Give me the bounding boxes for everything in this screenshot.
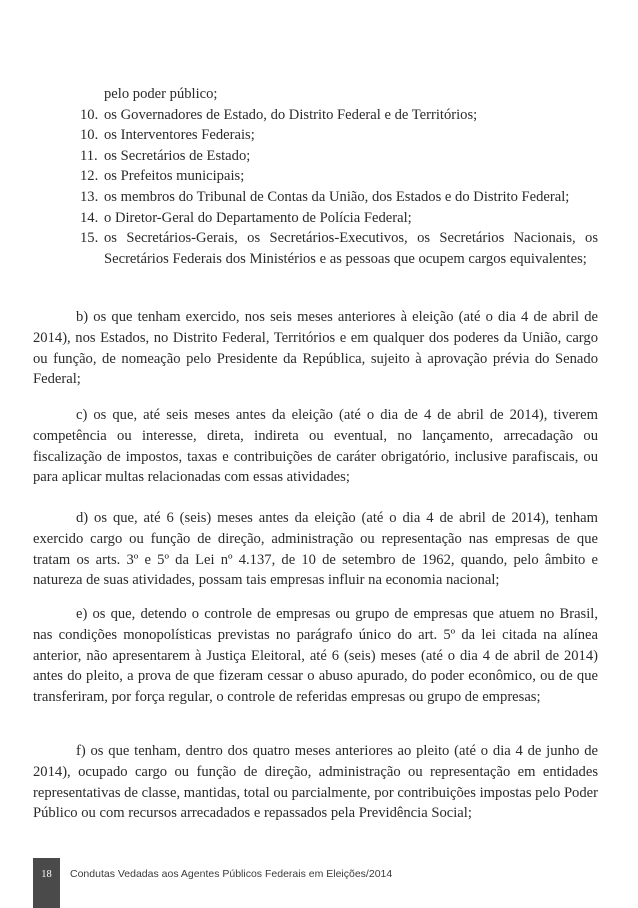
- paragraph-b: [33, 307, 598, 390]
- paragraph-b-text: b) os que tenham exercido, nos seis meses anteriores à eleição (até o dia 4 de abril de 2014), nos Estados, no Distrito Federal, Territórios e em qualquer dos poderes da União, cargo ou função, de nomeação pelo Presidente da República, sujeito à aprovação prévia do Senado Federal;: [33, 309, 598, 388]
- list-item: [80, 166, 598, 187]
- list-item-text: os membros do Tribunal de Contas da União, dos Estados e do Distrito Federal;: [104, 188, 570, 205]
- running-title: Condutas Vedadas aos Agentes Públicos Federais em Eleições/2014: [70, 868, 393, 880]
- list-item-number: 15.: [80, 230, 99, 247]
- list-item: [80, 146, 598, 167]
- list-item-text: os Secretários-Gerais, os Secretários-Executivos, os Secretários Nacionais, os Secretários Federais dos Ministérios e as pessoas que ocupem cargos equivalentes;: [104, 230, 598, 267]
- list-item-number: 14.: [80, 209, 99, 226]
- list-item: [80, 228, 598, 269]
- list-item-number: 11.: [80, 147, 98, 164]
- list-item: [80, 187, 598, 208]
- page-number: 18: [33, 858, 60, 908]
- list-item-text: o Diretor-Geral do Departamento de Polícia Federal;: [104, 209, 412, 226]
- paragraph-f: [33, 741, 598, 824]
- paragraph-c: [33, 405, 598, 488]
- page-footer: [0, 858, 638, 908]
- list-item: [80, 125, 598, 146]
- list-lead-text: pelo poder público;: [104, 86, 218, 102]
- list-item: [80, 105, 598, 126]
- paragraph-d: [33, 508, 598, 591]
- list-item-text: os Prefeitos municipais;: [104, 168, 245, 185]
- list-item-number: 13.: [80, 188, 99, 205]
- list-item-number: 12.: [80, 168, 99, 185]
- paragraph-c-text: c) os que, até seis meses antes da eleição (até o dia de 4 de abril de 2014), tiverem competência ou interesse, direta, indireta ou eventual, no lançamento, arrecadação ou fiscalização de impostos, taxas e contribuições de caráter obrigatório, inclusive parafiscais, ou para aplicar multas relacionadas com essas atividades;: [33, 407, 598, 486]
- paragraph-e-text: e) os que, detendo o controle de empresas ou grupo de empresas que atuem no Brasil, nas condições monopolísticas previstas no parágrafo único do art. 5º da lei citada na alínea anterior, não apresentarem à Justiça Eleitoral, até 6 (seis) meses (até o dia 4 de abril de 2014) antes do pleito, a prova de que fizeram cessar o abuso apurado, do poder econômico, ou de que transferiram, por força regular, o controle de referidas empresas ou grupo de empresas;: [33, 606, 598, 706]
- list-item-number: 10.: [80, 127, 99, 144]
- paragraph-f-text: f) os que tenham, dentro dos quatro meses anteriores ao pleito (até o dia 4 de junho de 2014), ocupado cargo ou função de direção, administração ou representação em entidades representativas de classe, mantidas, total ou parcialmente, por contribuições impostas pelo Poder Público ou com recursos arrecadados e repassados pela Previdência Social;: [33, 743, 598, 822]
- list-item: [80, 208, 598, 229]
- list-item-text: os Secretários de Estado;: [104, 147, 251, 164]
- list-item-text: os Interventores Federais;: [104, 127, 255, 144]
- list-item-number: 10.: [80, 106, 99, 123]
- paragraph-e: [33, 604, 598, 708]
- enumerated-list: [80, 84, 598, 269]
- paragraph-d-text: d) os que, até 6 (seis) meses antes da eleição (até o dia 4 de abril de 2014), tenham exercido cargo ou função de direção, administração ou representação nas empresas de que tratam os arts. 3º e 5º da Lei nº 4.137, de 10 de setembro de 1962, quando, pelo âmbito e natureza de suas atividades, possam tais empresas influir na economia nacional;: [33, 510, 598, 589]
- list-item-text: os Governadores de Estado, do Distrito Federal e de Territórios;: [104, 106, 478, 123]
